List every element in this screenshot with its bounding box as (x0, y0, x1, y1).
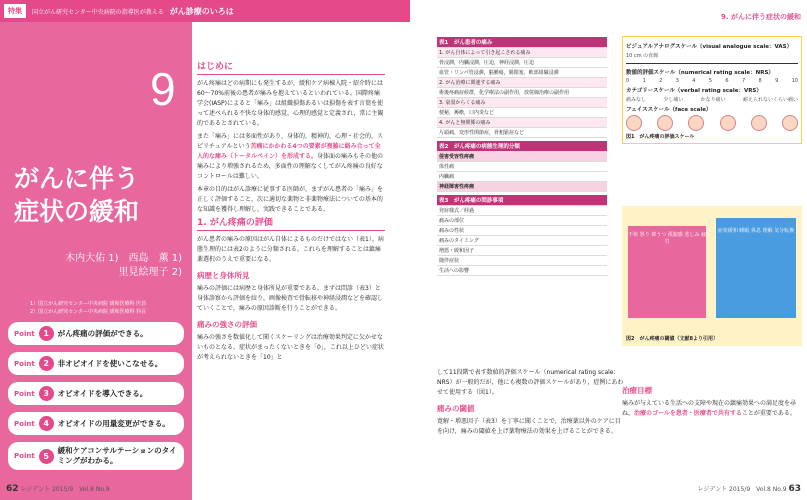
point-item: Point 4 オピオイドの用量変更ができる。 (8, 412, 184, 435)
series-name: 国立がん研究センター中央病院の指導医が教える (32, 8, 164, 16)
section1-p: がん患者の痛みの原因はがん自体によるものだけではない（表1）。病態生理的には表2のように分類される。これらを理解することは鎮痛薬選択のうえで重要になる。 (197, 236, 384, 263)
face-icon (657, 115, 673, 131)
sub2-heading: 痛みの強さの評価 (197, 320, 257, 329)
series-title: がん診療のいろは (169, 6, 234, 16)
special-tag: 特集 (4, 4, 26, 18)
intro-p1: がん疼痛はどの病期にも発生するが，緩和ケア病棟入院・紹介時には60〜70%前後の患者が痛みを抱えているといわれている。国際疼痛学会(IASP)によると「痛み」は組織損傷あるいは損傷を表す言葉を使って述べられる不快な身体的感覚，心理的感覚と定義され，常に主観的であるとされている。 (197, 80, 384, 127)
authors: 木内大佑 1) 西島 薫 1) 里見絵理子 2) (65, 253, 182, 278)
points-list (8, 322, 184, 477)
point-item: Point 5 緩和ケアコンサルテーションのタイミングがわかる。 (8, 442, 184, 470)
sub2-p: 痛みの強さを数値化して聞くスケーリングは治療効果判定に欠かせないものとなる。症状がまったくないときを「0」，これ以上ひどい症状が考えられないときを「10」と (197, 334, 384, 361)
chapter-number: 9 (150, 63, 176, 115)
sub1-p: 痛みの評価には病歴と身体所見が重要である。まずは問診（表3）と身体診察から評価を絞り，画像検査で骨転移や神経浸潤などを確認していくことで，痛みの原因診断を行うことができる。 (197, 285, 384, 312)
threshold-diagram (622, 206, 802, 346)
tables-column (437, 37, 607, 279)
chapter-running-head: 9. がんに伴う症状の緩和 (721, 13, 801, 21)
footer-right: レジデント 2015/9 Vol.8 No.9 63 (697, 484, 801, 494)
chapter-title: がんに伴う 症状の緩和 (14, 164, 140, 226)
down-arrow: 不快 怒り 抑うつ 孤独感 悲しみ 疲労 (628, 226, 706, 318)
face-icon (720, 115, 736, 131)
table3: 表3 がん疼痛の問診事項 発症様式／経過 痛みの部位 痛みの性状 痛みのタイミング 増悪・緩和因子 随伴症状 生活への影響 (437, 195, 607, 276)
header-bar (0, 0, 410, 22)
intro-heading: はじめに (197, 62, 385, 75)
section1-heading: 1. がん疼痛の評価 (197, 218, 385, 231)
up-arrow: 症状緩和 睡眠 休息 理解 気分転換 (716, 218, 796, 318)
figures-column (622, 36, 802, 342)
intro-p3: 本章の目的はがん診療に従事する医師が，まずがん患者の「痛み」を正しく評価すること，次に適切な薬物と非薬物療法についての基本的な知識を獲得し理解し，実践できることである。 (197, 186, 384, 213)
face-icon (782, 115, 798, 131)
table2: 表2 がん疼痛の病態生理的分類 侵害受容性疼痛 体性痛 内臓痛 神経障害性疼痛 (437, 141, 607, 192)
title-panel (0, 22, 192, 500)
face-icon (688, 115, 704, 131)
footer-left: 62 レジデント 2015/9 Vol.8 No.9 (6, 484, 110, 494)
figure2-caption: 図2 がん疼痛の閾値（文献8より引用） (626, 336, 718, 342)
table1: 表1 がん患者の痛み 1. がん自体によって引き起こされる痛み 骨浸潤，内臓浸潤，圧迫，神経浸潤，圧迫 血管・リンパ管浸潤，脳腫瘍，腸閉塞，軟部組織浸潤 2. がん治療に関連する痛み 術後疼痛症候群，化学療法の副作用，放射線治療の副作用 3. 衰弱からくる痛み 便秘，褥瘡，口内炎など 4. がんと無関係の痛み 片頭痛，変形性関節症，骨粗鬆症など (437, 37, 607, 138)
point-item: Point 3 オピオイドを導入できる。 (8, 382, 184, 405)
point-item: Point 2 非オピオイドを使いこなせる。 (8, 352, 184, 375)
face-scale (626, 115, 798, 131)
point-item: Point 1 がん疼痛の評価ができる。 (8, 322, 184, 345)
left-page-text (197, 62, 385, 366)
vrs-ticks: 痛みなし 少し痛い かなり痛い 耐えられないくらい痛い (626, 97, 798, 103)
intro-p2: また「痛み」には多面性があり，身体的，精神的，心理・社会的，スピリチュアルという苦痛にかかわる4つの要素が複雑に絡み合って全人的な痛み（トータルペイン）を形成する。身体面の痛みもその他の痛みにより増強されるため，多面性の理解なくしてがん疼痛の良好なコントロールは難しい。 (197, 133, 384, 180)
figure1-caption: 図1 がん疼痛の評価スケール (626, 134, 695, 140)
face-icon (751, 115, 767, 131)
nrs-ticks: 0 1 2 3 4 5 6 7 8 9 10 (626, 78, 798, 84)
sub1-heading: 病歴と身体所見 (197, 271, 250, 280)
face-icon (626, 115, 642, 131)
right-page-text: して11段階で表す数値的評価スケール（numerical rating scale：NRS）が一般的だが，他にも複数の評価スケールがあり，症例にあわせて使用する（図1）。 痛みの閾値 寛解・増悪因子（表3）を丁寧に聞くことで，治療薬以外のケアに目を向け，痛みの閾値を上げ薬物療法の効果を上げることができる。 (437, 369, 624, 435)
affiliations: 1）国立がん研究センター中央病院 緩和医療科 医員 2）国立がん研究センター中央病院 緩和医療科 科長 (30, 301, 147, 315)
scales-figure: ビジュアルアナログスケール（visual analogue scale：VAS） 10 cm の直線 数値的評価スケール（numerical rating scale：NRS） 0 1 2 3 4 5 6 7 8 9 10 カテゴリースケール（verbal rating scale：VRS） 痛みなし 少し痛い かなり痛い 耐えられないくらい痛い フェイススケール（face scale） 図1 がん疼痛の評価スケール (622, 36, 802, 144)
treatment-goal-text: 治療目標 痛みが与えている生活への支障や現在の鎮痛効果への満足度を尋ね，治療のゴールを患者・医療者で共有することが重要である。 (622, 386, 797, 417)
